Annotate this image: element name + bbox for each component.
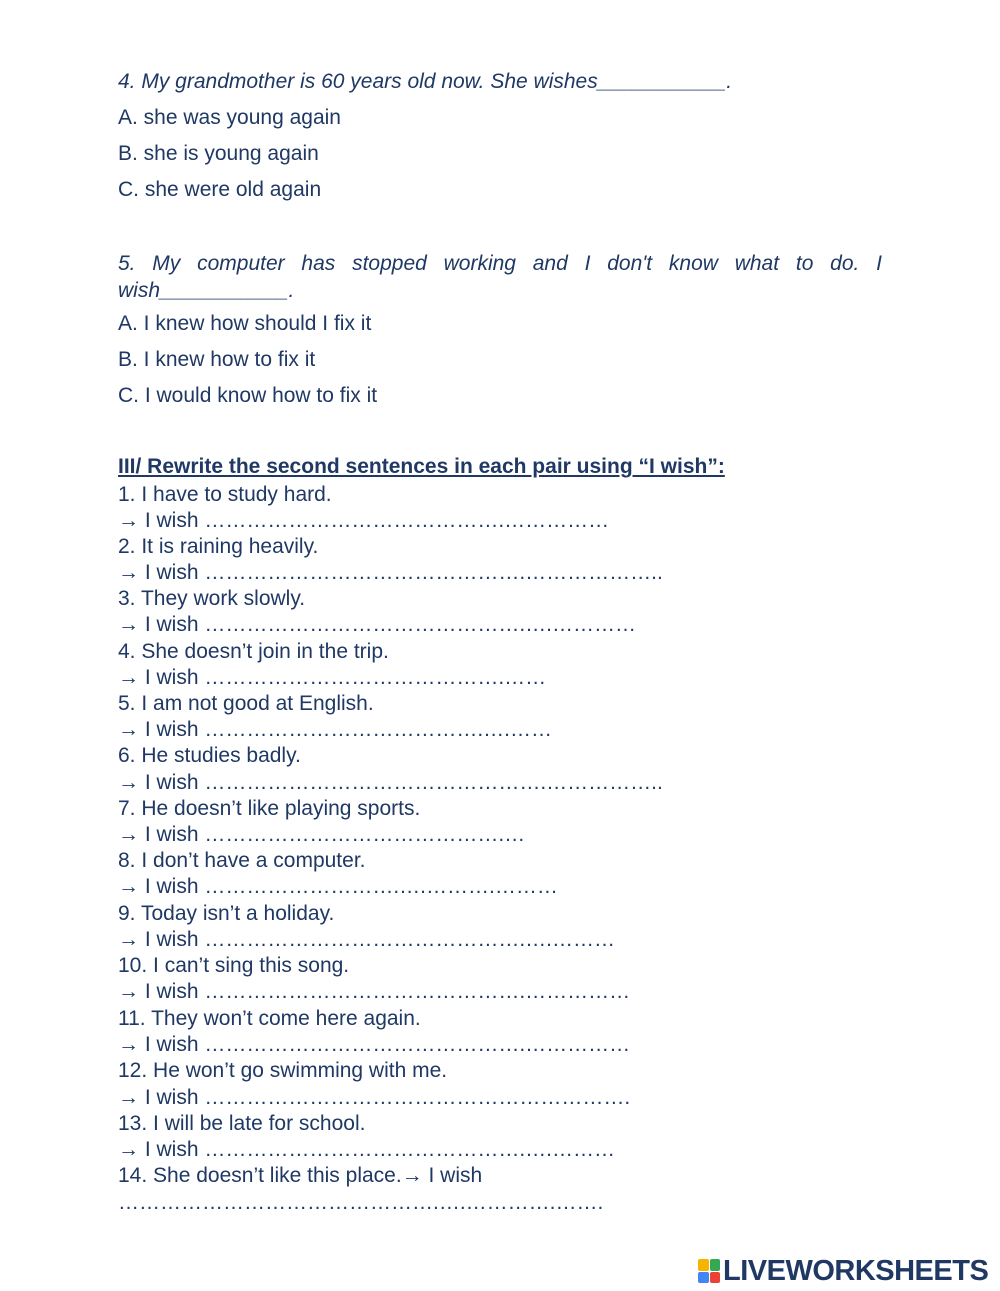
exercise-sentence: 14. She doesn’t like this place.→ I wish bbox=[118, 1164, 483, 1187]
exercise-answer-line[interactable]: → I wish ……………………………………….….……… bbox=[118, 1138, 616, 1161]
liveworksheets-logo bbox=[698, 1255, 988, 1287]
question-5-option-b: B. I knew how to fix it bbox=[118, 348, 316, 371]
exercise-sentence: 10. I can’t sing this song. bbox=[118, 954, 350, 977]
exercise-sentence: 8. I don’t have a computer. bbox=[118, 849, 366, 872]
question-4-option-b: B. she is young again bbox=[118, 142, 319, 165]
question-4-option-c: C. she were old again bbox=[118, 178, 322, 201]
logo-text: LIVEWORKSHEETS bbox=[723, 1254, 989, 1287]
exercise-sentence: 1. I have to study hard. bbox=[118, 483, 332, 506]
exercise-sentence: 9. Today isn’t a holiday. bbox=[118, 902, 335, 925]
logo-square-4 bbox=[710, 1272, 721, 1284]
exercise-sentence: 11. They won’t come here again. bbox=[118, 1007, 421, 1030]
section-3-title: III/ Rewrite the second sentences in each pair using “I wish”: bbox=[118, 455, 725, 478]
question-4-stem: 4. My grandmother is 60 years old now. She wishes___________. bbox=[118, 70, 733, 93]
question-5-stem: 5. My computer has stopped working and I don't know what to do. I wish___________. bbox=[118, 252, 882, 302]
exercise-sentence: 13. I will be late for school. bbox=[118, 1112, 366, 1135]
exercise-answer-line[interactable]: → I wish ……………………………………….……………….. bbox=[118, 561, 663, 584]
exercise-sentence: 7. He doesn’t like playing sports. bbox=[118, 797, 421, 820]
exercise-answer-line[interactable]: → I wish ……………………………………….….……… bbox=[118, 928, 616, 951]
exercise-answer-line[interactable]: → I wish ……………………………………………………. bbox=[118, 1086, 631, 1109]
exercise-answer-line[interactable]: → I wish ……………………………………….….………… bbox=[118, 613, 637, 636]
logo-square-3 bbox=[698, 1272, 709, 1284]
question-5-option-c: C. I would know how to fix it bbox=[118, 384, 378, 407]
logo-square-1 bbox=[698, 1259, 709, 1271]
exercise-answer-line[interactable]: → I wish ……………………………………….…………… bbox=[118, 1033, 631, 1056]
exercise-sentence: 5. I am not good at English. bbox=[118, 692, 374, 715]
exercise-sentence: 4. She doesn’t join in the trip. bbox=[118, 640, 389, 663]
exercise-answer-line[interactable]: → I wish ………………………………………….…………….. bbox=[118, 771, 663, 794]
question-4-option-a: A. she was young again bbox=[118, 106, 341, 129]
exercise-answer-line[interactable]: → I wish ………………………………….….…… bbox=[118, 718, 553, 741]
liveworksheets-logo-icon bbox=[698, 1259, 720, 1283]
exercise-sentence: 6. He studies badly. bbox=[118, 744, 301, 767]
question-5-option-a: A. I knew how should I fix it bbox=[118, 312, 372, 335]
exercise-sentence: 2. It is raining heavily. bbox=[118, 535, 319, 558]
exercise-answer-line[interactable]: → I wish ……………………….….……….……… bbox=[118, 875, 558, 898]
exercise-answer-line[interactable]: → I wish ……………………………………….…………… bbox=[118, 980, 631, 1003]
exercise-answer-line[interactable]: → I wish …………………………………….…………… bbox=[118, 509, 610, 532]
exercise-answer-line[interactable]: → I wish …………………………………….…… bbox=[118, 666, 547, 689]
exercise-sentence: 12. He won’t go swimming with me. bbox=[118, 1059, 448, 1082]
exercise-sentence: 3. They work slowly. bbox=[118, 587, 306, 610]
exercise-answer-line[interactable]: ……………………………………….….………….……. bbox=[118, 1191, 604, 1214]
exercise-answer-line[interactable]: → I wish …………………………………….… bbox=[118, 823, 526, 846]
logo-square-2 bbox=[710, 1259, 721, 1271]
